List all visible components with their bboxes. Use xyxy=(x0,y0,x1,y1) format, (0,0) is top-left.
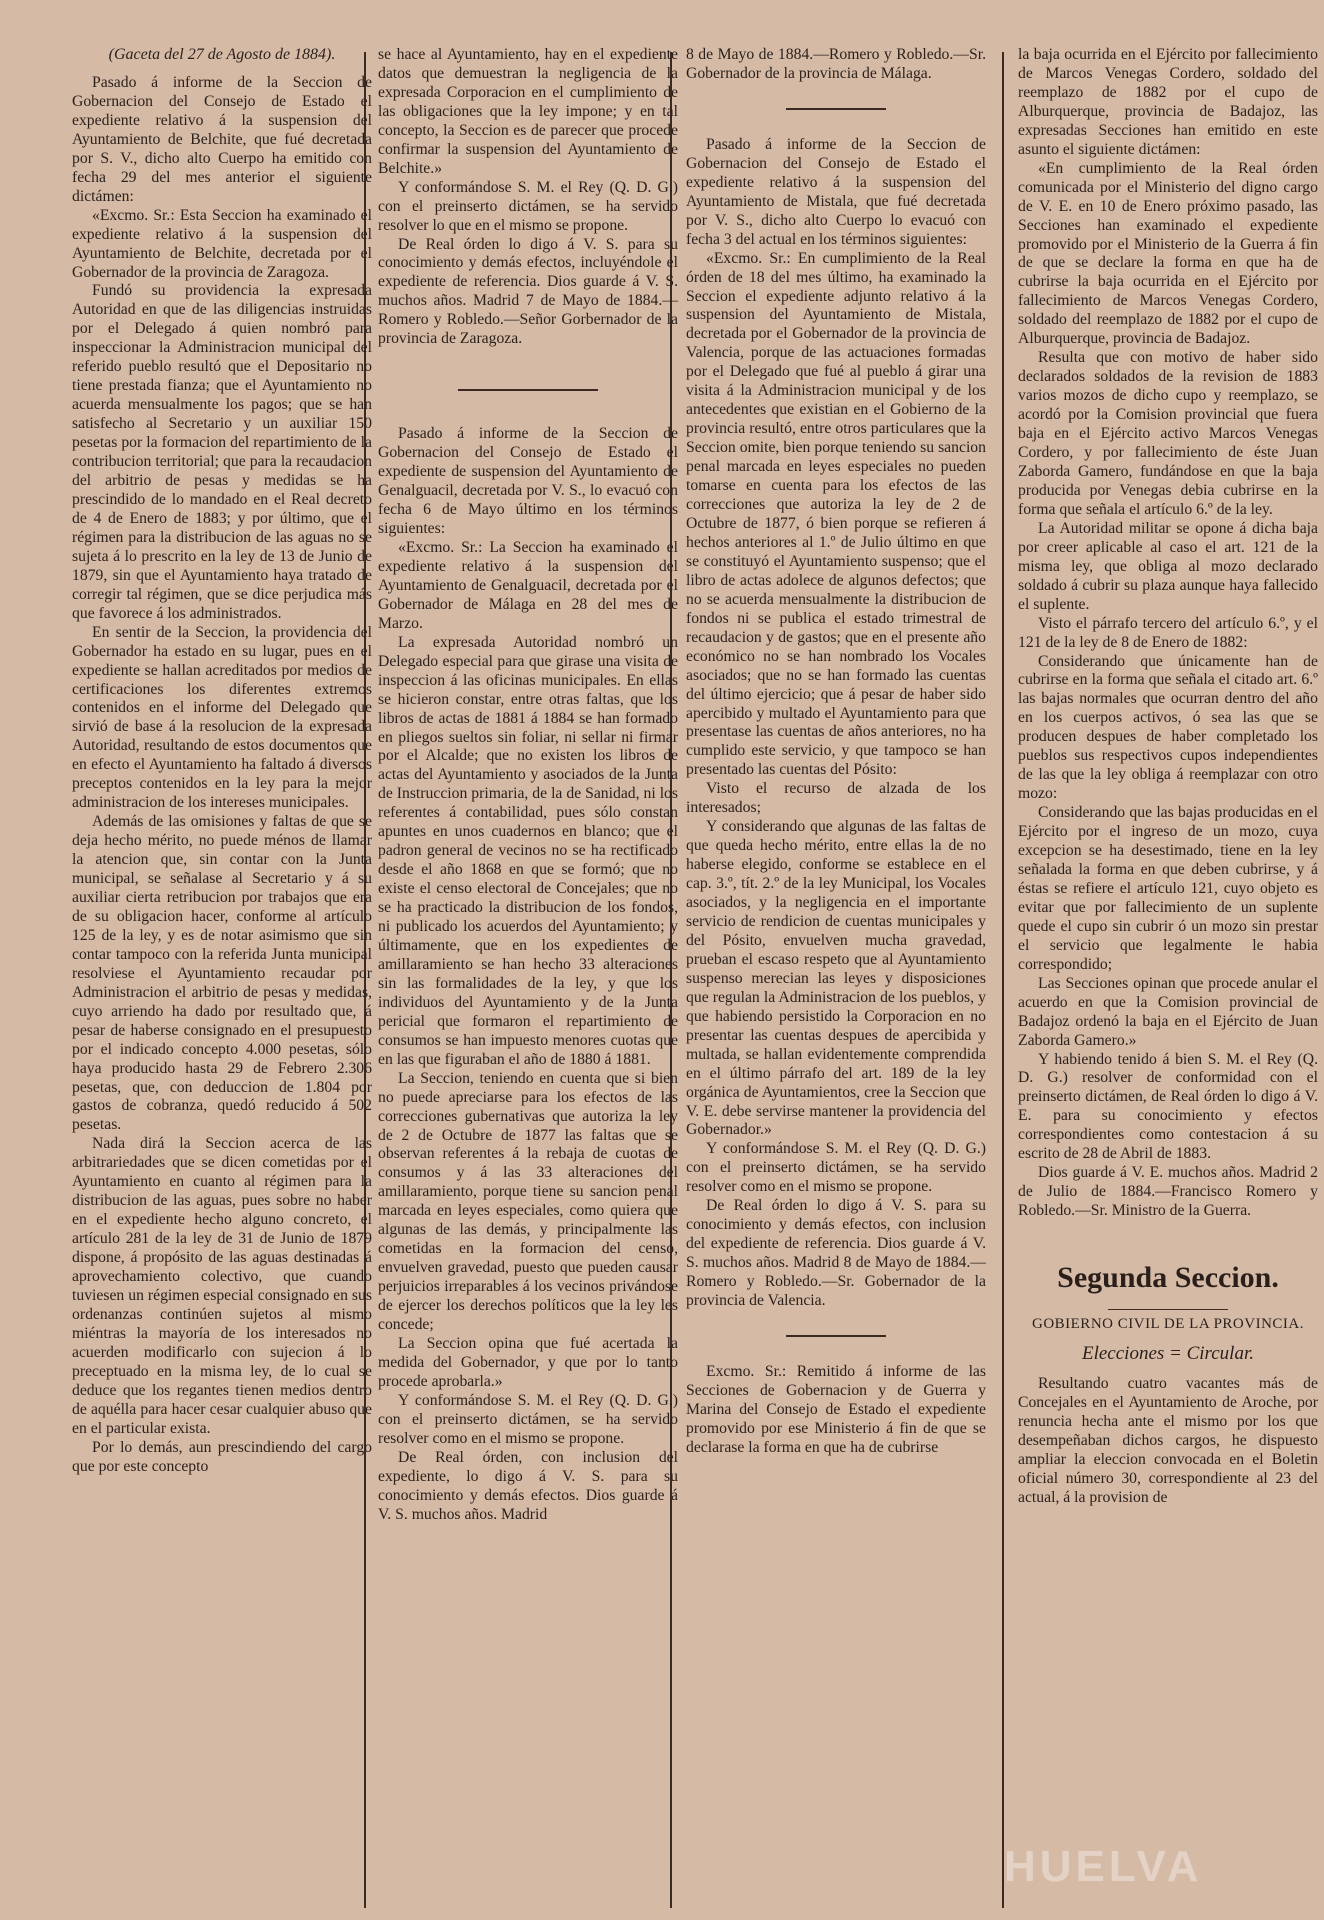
paragraph: Visto el párrafo tercero del artículo 6.º, y el 121 de la ley de 8 de Enero de 1882: xyxy=(1018,614,1318,651)
article-marcos-venegas-continued xyxy=(1018,46,1318,1221)
paragraph: Considerando que únicamente han de cubrirse en la forma que señala el citado art. 6.º las bajas normales que ocurran dentro del año en los cuerpos activos, ó sea las que se producen despues de haber completado los pueblos sus respectivos cupos independientes de las que la ley obliga á reemplazar con otro mozo: xyxy=(1018,652,1318,803)
paragraph: La Seccion, teniendo en cuenta que si bien no puede apreciarse para los efectos de las correcciones gubernativas que autoriza la ley de 2 de Octubre de 1877 las faltas que se observan referentes á la rebaja de cuotas de consumos y á las 33 alteraciones del amillaramiento, porque tiene su sancion penal marcada en leyes especiales, como quiera que algunas de las demás, y principalmente las cometidas en la formacion del censo, envuelven gravedad, puesto que pueden causar perjuicios irreparables á los vecinos privándose de ejercer los derechos políticos que la ley les concede; xyxy=(378,1069,678,1334)
paragraph: Por lo demás, aun prescindiendo del cargo que por este concepto xyxy=(72,1438,372,1475)
paragraph: Resultando cuatro vacantes más de Concejales en el Ayuntamiento de Aroche, por renuncia hecha ante el mismo por los que desempeñaban dichos cargos, he dispuesto ampliar la eleccion convocada en el Boletin oficial número 30, correspondiente al 23 del actual, á la provision de xyxy=(1018,1375,1318,1506)
column-1 xyxy=(72,46,372,1908)
article-belchite-continued xyxy=(378,46,678,349)
title-rule xyxy=(1108,1309,1228,1310)
paragraph: Excmo. Sr.: Remitido á informe de las Secciones de Gobernacion y de Guerra y Marina del Consejo de Estado el expediente promovido por ese Ministerio á fin de que se declarase la forma en que ha de cubrirse xyxy=(686,1363,986,1456)
paragraph: Pasado á informe de la Seccion de Gobernacion del Consejo de Estado el expediente relativo á la suspension del Ayuntamiento de Belchite, que fué decretada por S. V., dicho alto Cuerpo ha emitido con fecha 29 del mes anterior el siguiente dictámen: xyxy=(72,74,372,205)
paragraph: «Excmo. Sr.: En cumplimiento de la Real órden de 18 del mes último, ha examinado la Seccion el expediente adjunto relativo á la suspension del Ayuntamiento de Mistala, decretada por el Gobernador de la provincia de Valencia, porque de las actuaciones formadas por el Delegado que fué al pueblo á girar una visita á la Administracion municipal y de los antecedentes que existian en el Gobierno de la provincia resultó, entre otros particulares que la Seccion omite, bien porque teniendo su sancion penal marcada en leyes especiales no pueden tomarse en cuenta para los efectos de las correcciones que autoriza la ley de 2 de Octubre de 1877, ó bien porque se refieren á hechos anteriores al 1.º de Julio último en que se constituyó el Ayuntamiento suspenso; que el libro de actas adolece de algunos defectos; que no se acuerda mensualmente la distribucion de fondos ni se publica el estado trimestral de recaudacion y de gastos; que en el presente año económico no se han nombrado los Vocales asociados; que no se han formado las cuentas del último ejercicio; que á pesar de haber sido apercibido y multado el Ayuntamiento para que presentase las cuentas de años anteriores, no ha cumplido este servicio, y que tampoco se han presentado las cuentas del Pósito: xyxy=(686,249,986,779)
paragraph: «En cumplimiento de la Real órden comunicada por el Ministerio del digno cargo de V. E. en 10 de Enero próximo pasado, las Secciones han examinado el expediente promovido por el Ministerio de la Guerra á fin de que se declare la forma en que ha de cubrirse la baja ocurrida en el Ejército por fallecimiento de Marcos Venegas Cordero, soldado del reemplazo de 1882 por el cupo de Alburquerque, provincia de Badajoz. xyxy=(1018,159,1318,348)
paragraph: Y conformándose S. M. el Rey (Q. D. G.) con el preinserto dictámen, se ha servido resolver lo que en el mismo se propone. xyxy=(378,178,678,234)
paragraph: 8 de Mayo de 1884.—Romero y Robledo.—Sr. Gobernador de la provincia de Málaga. xyxy=(686,46,986,82)
article-separator xyxy=(786,108,886,110)
paragraph: la baja ocurrida en el Ejército por fallecimiento de Marcos Venegas Cordero, soldado del reemplazo de 1882 por el cupo de Alburquerque, provincia de Badajoz, las expresadas Secciones han emitido en este asunto el siguiente dictámen: xyxy=(1018,46,1318,158)
gazette-source-line: (Gaceta del 27 de Agosto de 1884). xyxy=(108,46,336,63)
paragraph: se hace al Ayuntamiento, hay en el expediente datos que demuestran la negligencia de la expresada Corporacion en el cumplimiento de las obligaciones que la ley impone; y en tal concepto, la Seccion es de parecer que procede confirmar la suspension del Ayuntamiento de Belchite.» xyxy=(378,46,678,177)
article-genalguacil-signature xyxy=(686,46,986,84)
archive-watermark-logo: HUELVA xyxy=(1004,1842,1203,1891)
paragraph: De Real órden lo digo á V. S. para su conocimiento y demás efectos, con inclusion del expediente de referencia. Dios guarde á V. S. muchos años. Madrid 8 de Mayo de 1884.—Romero y Robledo.—Sr. Gobernador de la provincia de Valencia. xyxy=(686,1197,986,1310)
section-subtitle: GOBIERNO CIVIL DE LA PROVINCIA. xyxy=(1031,1316,1305,1333)
paragraph: Y conformándose S. M. el Rey (Q. D. G.) con el preinserto dictámen, se ha servido resolver como en el mismo se propone. xyxy=(378,1391,678,1447)
paragraph: Las Secciones opinan que procede anular el acuerdo en que la Comision provincial de Badajoz ordenó la baja en el Ejército de Juan Zaborda Gamero.» xyxy=(1018,974,1318,1049)
paragraph: Y considerando que algunas de las faltas de que queda hecho mérito, entre ellas la de no haberse elegido, conforme se establece en el cap. 3.º, tít. 2.º de la ley Municipal, los Vocales asociados, y la negligencia en el importante servicio de rendicion de cuentas municipales y del Pósito, envuelven mucha gravedad, prueban el escaso respeto que al Ayuntamiento suspenso merecian las leyes y disposiciones que regulan la Administracion de los pueblos, y que habiendo persistido la Corporacion en no presentar las cuentas despues de apercibida y multada, se hallan evidentemente comprendida en el último párrafo del art. 189 de la ley orgánica de Ayuntamientos, cree la Seccion que V. E. debe servirse mantener la providencia del Gobernador.» xyxy=(686,818,986,1139)
article-separator xyxy=(786,1335,886,1337)
column-2 xyxy=(378,46,678,1908)
article-separator xyxy=(458,389,598,391)
column-3 xyxy=(686,46,986,1908)
column-rule xyxy=(1002,52,1004,1908)
paragraph: Pasado á informe de la Seccion de Gobernacion del Consejo de Estado el expediente de suspension del Ayuntamiento de Genalguacil, decretada por V. S., lo evacuó con fecha 6 de Mayo último en los términos siguientes: xyxy=(378,425,678,538)
paragraph: La Autoridad militar se opone á dicha baja por creer aplicable al caso el art. 121 de la misma ley, que obliga al mozo declarado soldado á cubrir su plaza aunque haya fallecido el suplente. xyxy=(1018,519,1318,613)
section-subtitle-elecciones: Elecciones = Circular. xyxy=(1081,1343,1254,1365)
paragraph: Y habiendo tenido á bien S. M. el Rey (Q. D. G.) resolver de conformidad con el preinserto dictámen, de Real órden lo digo á V. E. para su conocimiento y efectos correspondientes como contestacion á su escrito de 28 de Abril de 1883. xyxy=(1018,1050,1318,1163)
paragraph: La Seccion opina que fué acertada la medida del Gobernador, y que por lo tanto procede aprobarla.» xyxy=(378,1335,678,1390)
paragraph: Visto el recurso de alzada de los interesados; xyxy=(686,780,986,817)
paragraph: Considerando que las bajas producidas en el Ejército por el ingreso de un mozo, cuya excepcion se ha desestimado, tiene en la ley señalada la forma en que deben cubrirse, y á éstas se refiere el artículo 121, cuyo objeto es evitar que por fallecimiento de un suplente quede el cupo sin cubrir ó un mozo sin prestar el servicio que legalmente le habia correspondido; xyxy=(1018,804,1318,973)
paragraph: «Excmo. Sr.: La Seccion ha examinado el expediente relativo á la suspension del Ayuntamiento de Genalguacil, decretada por el Gobernador de Málaga en 28 del mes de Marzo. xyxy=(378,538,678,632)
paragraph: Además de las omisiones y faltas de que se deja hecho mérito, no puede ménos de llamar la atencion que, sin contar con la Junta municipal, se señalase al Secretario y á su auxiliar cierta retribucion por trabajos que era de su obligacion hacer, conforme al artículo 125 de la ley, y es de notar asimismo que sin contar tampoco con la referida Junta municipal resolviese el Ayuntamiento recaudar por Administracion el arbitrio de pesas y medidas, cuyo arriendo ha dado por resultado que, á pesar de haberse consignado en el presupuesto por el indicado concepto 4.000 pesetas, sólo haya producido hasta 29 de Febrero 2.306 pesetas, que, con deduccion de 1.804 por gastos de cobranza, quedó reducido á 502 pesetas. xyxy=(72,813,372,1134)
article-marcos-venegas xyxy=(686,1363,986,1458)
paragraph: Dios guarde á V. E. muchos años. Madrid 2 de Julio de 1884.—Francisco Romero y Robledo.—Sr. Ministro de la Guerra. xyxy=(1018,1164,1318,1220)
article-mistala xyxy=(686,136,986,1311)
paragraph: Pasado á informe de la Seccion de Gobernacion del Consejo de Estado el expediente relativo á la suspension del Ayuntamiento de Mistala, que fué decretada por V. S., dicho alto Cuerpo lo evacuó con fecha 3 del actual en los términos siguientes: xyxy=(686,135,986,248)
paragraph: De Real órden lo digo á V. S. para su conocimiento y demás efectos, incluyéndole el expediente de referencia. Dios guarde á V. S. muchos años. Madrid 7 de Mayo de 1884.—Romero y Robledo.—Señor Gorbernador de la provincia de Zaragoza. xyxy=(378,235,678,348)
article-belchite xyxy=(72,74,372,1477)
paragraph: Nada dirá la Seccion acerca de las arbitrariedades que se dicen cometidas por el Ayuntamiento en cuanto al régimen para la distribucion de las aguas, pues sobre no haber en el expediente hecho alguno concreto, el artículo 281 de la ley de 31 de Junio de 1879 dispone, á propósito de las aguas destinadas á aprovechamiento colectivo, que cuando tuviesen un régimen especial consignado en sus ordenanzas continúen sujetos al mismo miéntras la mayoría de los interesados no acuerden modificarlo con sujecion á lo preceptuado en la misma ley, de lo cual se deduce que los regantes tienen medios dentro de aquélla para hacer cesar cualquier abuso que en el particular exista. xyxy=(72,1135,372,1437)
section-title: Segunda Seccion. xyxy=(1057,1261,1279,1295)
paragraph: «Excmo. Sr.: Esta Seccion ha examinado el expediente relativo á la suspension del Ayuntamiento de Belchite, decretada por el Gobernador de la provincia de Zaragoza. xyxy=(72,206,372,281)
paragraph: Y conformándose S. M. el Rey (Q. D. G.) con el preinserto dictámen, se ha servido resolver como en el mismo se propone. xyxy=(686,1140,986,1196)
paragraph: En sentir de la Seccion, la providencia del Gobernador ha estado en su lugar, pues en el expediente se hallan acreditados por medios de certificaciones los diferentes extremos contenidos en el informe del Delegado que sirvió de base á la resolucion de la expresada Autoridad, resultando de estos documentos que en efecto el Ayuntamiento ha faltado á diversos preceptos contenidos en la ley para la mejor administracion de los intereses municipales. xyxy=(72,623,372,812)
column-4 xyxy=(1018,46,1318,1908)
article-aroche xyxy=(1018,1375,1318,1508)
paragraph: La expresada Autoridad nombró un Delegado especial para que girase una visita de inspeccion á las oficinas municipales. En ellas se hicieron constar, entre otras faltas, que los libros de actas de 1881 á 1884 se han formado en pliegos sueltos sin foliar, ni sellar ni firmar por el Alcalde; que no existen los libros de actas del Ayuntamiento y asociados de la Junta de Instruccion primaria, de la de Sanidad, ni los referentes á contabilidad, pues sólo constan apuntes en unos cuadernos en blanco; que el padron general de vecinos no se ha rectificado desde el año 1868 en que se formó; que no existe el censo electoral de Concejales; que no se ha practicado la distribucion de los fondos, ni publicado los acuerdos del Ayuntamiento; y últimamente, que en los expedientes de amillaramiento se han hecho 33 alteraciones sin las formalidades de la ley, y que los individuos del Ayuntamiento y de la Junta pericial que formaron el repartimiento de consumos se han impuesto menores cuotas que en las que figuraban el año de 1880 á 1881. xyxy=(378,633,678,1068)
paragraph: Resulta que con motivo de haber sido declarados soldados de la revision de 1883 varios mozos de dicho cupo y reemplazo, se acordó por la Comision provincial que fuera baja en el Ejército activo Marcos Venegas Cordero, y por fallecimiento de éste Juan Zaborda Gamero, fundándose en que la baja producida por Venegas debia cubrirse en la forma que señala el artículo 6.º de la ley. xyxy=(1018,349,1318,518)
article-genalguacil xyxy=(378,425,678,1524)
paragraph: Fundó su providencia la expresada Autoridad en que de las diligencias instruidas por el Delegado á quien nombró para inspeccionar la Administracion municipal del referido pueblo resultó que el Depositario no tiene prestada fianza; que el Ayuntamiento no acuerda mensualmente los pagos; que se han satisfecho al Secretario y un auxiliar 150 pesetas por la formacion del repartimiento de la contribucion territorial; que para la recaudacion del arbitrio de pesas y medidas se ha prescindido de lo mandado en el Real decreto de 4 de Enero de 1883; y por último, que el régimen para la distribucion de las aguas no se sujeta á lo prescrito en la ley de 13 de Junio de 1879, sin que el Ayuntamiento haya tratado de corregir tal régimen, que se dice perjudica más que favorece á los administrados. xyxy=(72,282,372,622)
paragraph: De Real órden, con inclusion del expediente, lo digo á V. S. para su conocimiento y demás efectos. Dios guarde á V. S. muchos años. Madrid xyxy=(378,1448,678,1523)
